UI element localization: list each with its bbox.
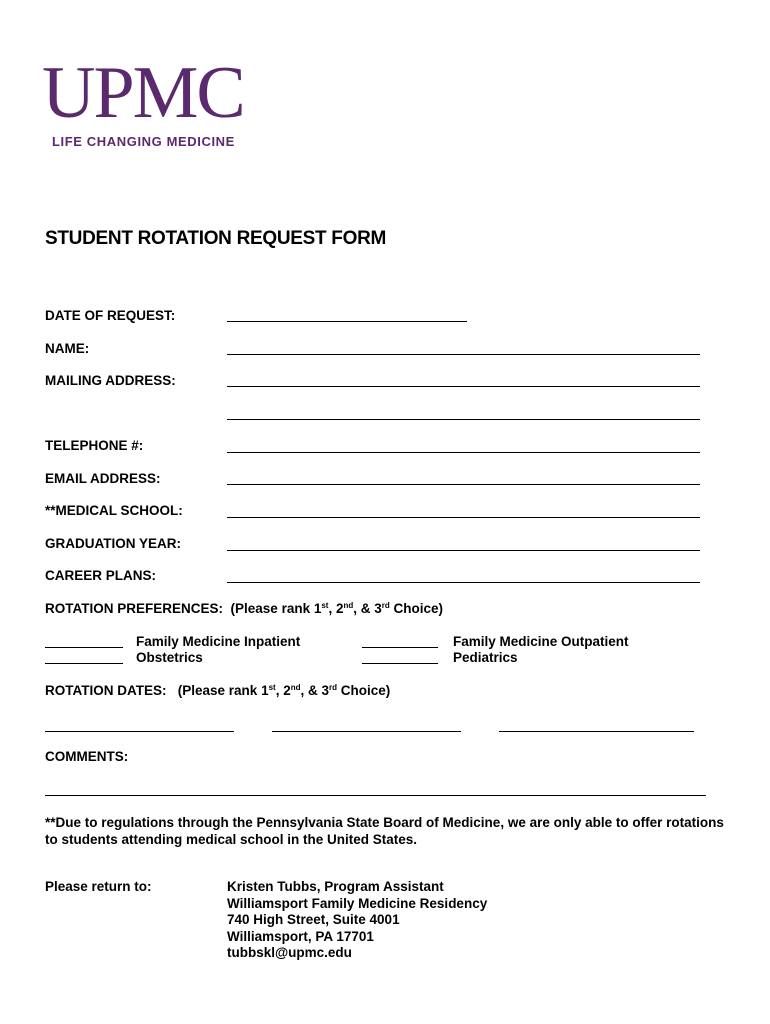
career-plans-label: CAREER PLANS:: [45, 568, 157, 583]
date-of-request-label: DATE OF REQUEST:: [45, 308, 176, 323]
comments-field[interactable]: [45, 795, 706, 796]
rank-field-pediatrics[interactable]: [362, 663, 438, 664]
rank-field-family-medicine-outpatient[interactable]: [362, 647, 438, 648]
medical-school-field[interactable]: [227, 517, 700, 518]
rotation-dates-heading: [45, 683, 390, 698]
telephone-field[interactable]: [227, 452, 700, 453]
graduation-year-field[interactable]: [227, 550, 700, 551]
medical-school-label: **MEDICAL SCHOOL:: [45, 503, 183, 518]
rotation-date-field-1[interactable]: [45, 731, 234, 732]
return-contact-block: [227, 879, 487, 962]
email-field[interactable]: [227, 484, 700, 485]
rotation-date-field-2[interactable]: [272, 731, 461, 732]
contact-city: Williamsport, PA 17701: [227, 928, 374, 944]
rank-field-obstetrics[interactable]: [45, 663, 123, 664]
option-pediatrics: Pediatrics: [453, 650, 518, 665]
contact-street: 740 High Street, Suite 4001: [227, 912, 400, 927]
email-label: EMAIL ADDRESS:: [45, 471, 161, 486]
option-family-medicine-outpatient: Family Medicine Outpatient: [453, 634, 629, 649]
rotation-preferences-heading: [45, 601, 443, 616]
form-title: STUDENT ROTATION REQUEST FORM: [45, 228, 387, 249]
mailing-address-field-line-2[interactable]: [227, 419, 700, 420]
option-obstetrics: Obstetrics: [136, 650, 203, 665]
contact-name: Kristen Tubbs, Program Assistant: [227, 879, 444, 894]
rank-field-family-medicine-inpatient[interactable]: [45, 647, 123, 648]
telephone-label: TELEPHONE #:: [45, 438, 144, 453]
name-field[interactable]: [227, 354, 700, 355]
contact-organization: Williamsport Family Medicine Residency: [227, 895, 488, 911]
comments-label: COMMENTS:: [45, 749, 129, 764]
upmc-logo: UPMC: [42, 52, 244, 134]
mailing-address-label: MAILING ADDRESS:: [45, 373, 176, 388]
rotation-preferences-label: ROTATION PREFERENCES:: [45, 601, 224, 616]
option-family-medicine-inpatient: Family Medicine Inpatient: [136, 634, 301, 649]
mailing-address-field-line-1[interactable]: [227, 386, 700, 387]
contact-email[interactable]: tubbskl@upmc.edu: [227, 945, 352, 960]
name-label: NAME:: [45, 341, 90, 356]
date-of-request-field[interactable]: [227, 321, 467, 322]
rotation-dates-instruction: (Please rank 1st, 2nd, & 3rd Choice): [177, 683, 391, 698]
rotation-date-field-3[interactable]: [499, 731, 694, 732]
return-to-label: Please return to:: [45, 879, 152, 894]
rotation-preferences-instruction: (Please rank 1st, 2nd, & 3rd Choice): [230, 601, 444, 616]
regulations-note: **Due to regulations through the Pennsylvania State Board of Medicine, we are only able to offer rotations to students attending medical school in the United States.: [45, 815, 724, 847]
career-plans-field[interactable]: [227, 582, 700, 583]
rotation-dates-label: ROTATION DATES:: [45, 683, 167, 698]
graduation-year-label: GRADUATION YEAR:: [45, 536, 182, 551]
logo-tagline: LIFE CHANGING MEDICINE: [52, 134, 235, 149]
